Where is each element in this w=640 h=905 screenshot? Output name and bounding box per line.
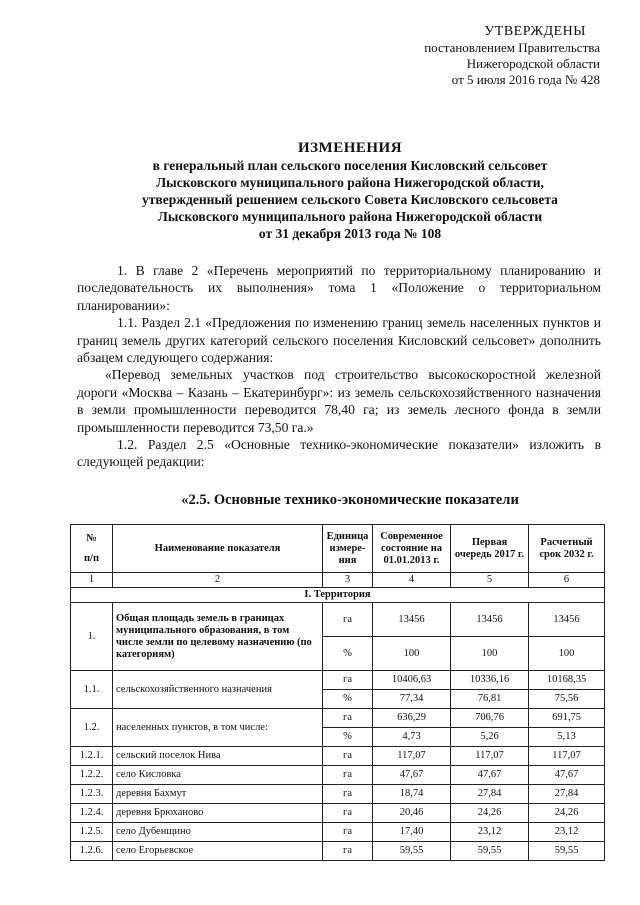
header-first: Первая очередь 2017 г. — [451, 525, 529, 573]
row-unit: га — [323, 823, 373, 842]
paragraph-1-2: 1.2. Раздел 2.5 «Основные технико-экономические показатели» изложить в следующей редакции: — [77, 437, 601, 470]
header-num — [71, 525, 113, 573]
row-name: село Егорьевское — [113, 842, 323, 861]
section-title: «2.5. Основные технико-экономические показатели — [181, 492, 519, 508]
table-row — [71, 804, 605, 823]
row-name: сельский поселок Нива — [113, 747, 323, 766]
row-value-calc: 24,26 — [529, 804, 605, 823]
row-name: населенных пунктов, в том числе: — [113, 709, 323, 747]
header-current: Современное состояние на 01.01.2013 г. — [373, 525, 451, 573]
approval-line: постановлением Правительства — [424, 40, 600, 55]
row-value-calc: 5,13 — [529, 728, 605, 747]
row-value-first: 24,26 — [451, 804, 529, 823]
heading-line: в генеральный план сельского поселения Кисловский сельсовет — [152, 158, 548, 173]
row-value-first: 59,55 — [451, 842, 529, 861]
row-value-calc: 691,75 — [529, 709, 605, 728]
indicators-table — [70, 524, 605, 861]
row-value-current: 4,73 — [373, 728, 451, 747]
paragraph-1: 1. В главе 2 «Перечень мероприятий по территориальному планированию и последовательность их выполнения» тома 1 «Положение о территориальном планировании»: — [77, 263, 601, 313]
row-name: деревня Брюханово — [113, 804, 323, 823]
col-number: 2 — [113, 573, 323, 588]
row-value-first: 27,84 — [451, 785, 529, 804]
row-value-first: 23,12 — [451, 823, 529, 842]
heading-line: Лысковского муниципального района Нижегородской области — [157, 209, 543, 224]
row-value-current: 47,67 — [373, 766, 451, 785]
row-unit: га — [323, 766, 373, 785]
row-value-calc: 75,56 — [529, 690, 605, 709]
table-header-row — [71, 525, 605, 573]
table-row — [71, 823, 605, 842]
row-num: 1.2.1. — [71, 747, 113, 766]
row-name: село Дубенщино — [113, 823, 323, 842]
row-value-current: 10406,63 — [373, 671, 451, 690]
row-unit: га — [323, 671, 373, 690]
row-unit: % — [323, 728, 373, 747]
row-unit: га — [323, 603, 373, 637]
header-name: Наименование показателя — [113, 525, 323, 573]
approval-line: УТВЕРЖДЕНЫ — [484, 24, 586, 39]
section-row — [71, 588, 605, 603]
row-value-calc: 13456 — [529, 603, 605, 637]
row-value-current: 117,07 — [373, 747, 451, 766]
row-value-first: 5,26 — [451, 728, 529, 747]
row-value-first: 10336,16 — [451, 671, 529, 690]
row-value-current: 59,55 — [373, 842, 451, 861]
row-num: 1.2.2. — [71, 766, 113, 785]
table-row — [71, 747, 605, 766]
row-value-first: 76,81 — [451, 690, 529, 709]
row-unit: га — [323, 747, 373, 766]
table-row — [71, 709, 605, 728]
row-value-first: 117,07 — [451, 747, 529, 766]
row-value-calc: 23,12 — [529, 823, 605, 842]
col-number: 1 — [71, 573, 113, 588]
row-value-first: 100 — [451, 637, 529, 671]
row-unit: га — [323, 804, 373, 823]
row-num: 1.2.3. — [71, 785, 113, 804]
row-name: село Кисловка — [113, 766, 323, 785]
col-number: 3 — [323, 573, 373, 588]
row-value-current: 100 — [373, 637, 451, 671]
paragraph-1-1: 1.1. Раздел 2.1 «Предложения по изменению границ земель населенных пунктов и границ земель других категорий сельского поселения Кисловский сельсовет» дополнить абзацем следующего содержания: — [77, 315, 601, 366]
row-value-current: 13456 — [373, 603, 451, 637]
header-unit: Единица измере-ния — [323, 525, 373, 573]
table-row — [71, 766, 605, 785]
row-value-first: 13456 — [451, 603, 529, 637]
row-num: 1. — [71, 603, 113, 671]
row-num: 1.2.4. — [71, 804, 113, 823]
row-unit: га — [323, 709, 373, 728]
row-name: сельскохозяйственного назначения — [113, 671, 323, 709]
paragraph-quote: «Перевод земельных участков под строительство высокоскоростной железной дороги «Москва – Казань – Екатеринбург»: из земель сельскохозяйственного назначения в земли промышленности переводится 78,40 га; из земель лесного фонда в земли промышленности переводится 73,50 га.» — [77, 367, 601, 435]
heading-line: от 31 декабря 2013 года № 108 — [258, 226, 442, 241]
row-value-calc: 100 — [529, 637, 605, 671]
heading-line: утвержденный решением сельского Совета Кисловского сельсовета — [142, 192, 558, 207]
table-row — [71, 671, 605, 690]
row-unit: га — [323, 842, 373, 861]
column-number-row — [71, 573, 605, 588]
header-calc: Расчетный срок 2032 г. — [529, 525, 605, 573]
row-value-current: 77,34 — [373, 690, 451, 709]
table-row — [71, 785, 605, 804]
row-name: Общая площадь земель в границах муниципального образования, в том числе земли по целевому назначению (по категориям) — [113, 603, 323, 671]
row-num: 1.2.5. — [71, 823, 113, 842]
approval-stamp — [424, 24, 600, 88]
row-value-calc: 117,07 — [529, 747, 605, 766]
row-value-current: 636,29 — [373, 709, 451, 728]
heading-line: Лысковского муниципального района Нижегородской области, — [156, 175, 544, 190]
row-value-calc: 59,55 — [529, 842, 605, 861]
col-number: 5 — [451, 573, 529, 588]
approval-line: Нижегородской области — [466, 56, 600, 71]
row-value-current: 20,46 — [373, 804, 451, 823]
header-num-bottom: п/п — [83, 552, 100, 564]
section-label: I. Территория — [71, 588, 605, 603]
header-num-top: № — [86, 532, 97, 544]
row-value-calc: 47,67 — [529, 766, 605, 785]
row-value-first: 47,67 — [451, 766, 529, 785]
row-value-calc: 27,84 — [529, 785, 605, 804]
document-heading — [60, 140, 640, 242]
row-unit: % — [323, 690, 373, 709]
col-number: 6 — [529, 573, 605, 588]
row-num: 1.2.6. — [71, 842, 113, 861]
row-value-first: 706,76 — [451, 709, 529, 728]
row-unit: % — [323, 637, 373, 671]
row-unit: га — [323, 785, 373, 804]
row-value-current: 18,74 — [373, 785, 451, 804]
table-row — [71, 603, 605, 637]
row-num: 1.1. — [71, 671, 113, 709]
approval-line: от 5 июля 2016 года № 428 — [451, 72, 600, 87]
document-title: ИЗМЕНЕНИЯ — [297, 140, 403, 156]
row-value-calc: 10168,35 — [529, 671, 605, 690]
table-row — [71, 842, 605, 861]
body-text — [77, 262, 601, 471]
row-name: деревня Бахмут — [113, 785, 323, 804]
row-value-current: 17,40 — [373, 823, 451, 842]
col-number: 4 — [373, 573, 451, 588]
row-num: 1.2. — [71, 709, 113, 747]
